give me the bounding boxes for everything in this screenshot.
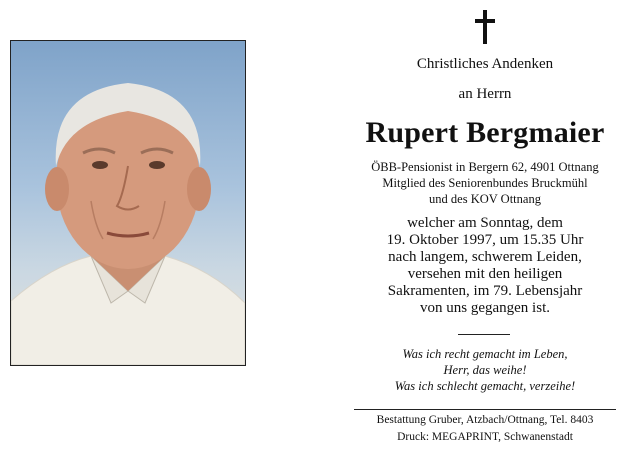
portrait-photo xyxy=(10,40,246,366)
divider xyxy=(458,334,510,335)
obituary-line: von uns gegangen ist. xyxy=(420,300,550,316)
funeral-home-credit: Bestattung Gruber, Atzbach/Ottnang, Tel. 8403 xyxy=(376,414,594,426)
deceased-name: Rupert Bergmaier xyxy=(365,116,605,149)
memorial-heading: Christliches Andenken xyxy=(416,56,554,72)
affiliation-line: ÖBB-Pensionist in Bergern 62, 4901 Ottnang xyxy=(371,160,599,174)
footer-divider xyxy=(354,409,616,410)
affiliation-line: Mitglied des Seniorenbundes Bruckmühl xyxy=(382,176,588,190)
obituary-line: versehen mit den heiligen xyxy=(407,266,563,282)
printer-credit: Druck: MEGAPRINT, Schwanenstadt xyxy=(397,431,573,443)
salutation: an Herrn xyxy=(458,86,512,102)
obituary-line: Sakramenten, im 79. Lebensjahr xyxy=(387,283,583,299)
obituary-line: nach langem, schwerem Leiden, xyxy=(388,249,582,265)
obituary-line: 19. Oktober 1997, um 15.35 Uhr xyxy=(386,232,584,248)
verse-line: Was ich schlecht gemacht, verzeihe! xyxy=(394,379,576,393)
verse-line: Herr, das weihe! xyxy=(443,363,527,377)
verse-line: Was ich recht gemacht im Leben, xyxy=(402,347,568,361)
affiliation-line: und des KOV Ottnang xyxy=(429,192,541,206)
obituary-line: welcher am Sonntag, dem xyxy=(407,215,563,231)
latin-cross-icon xyxy=(474,10,496,44)
portrait-illustration xyxy=(11,41,245,365)
